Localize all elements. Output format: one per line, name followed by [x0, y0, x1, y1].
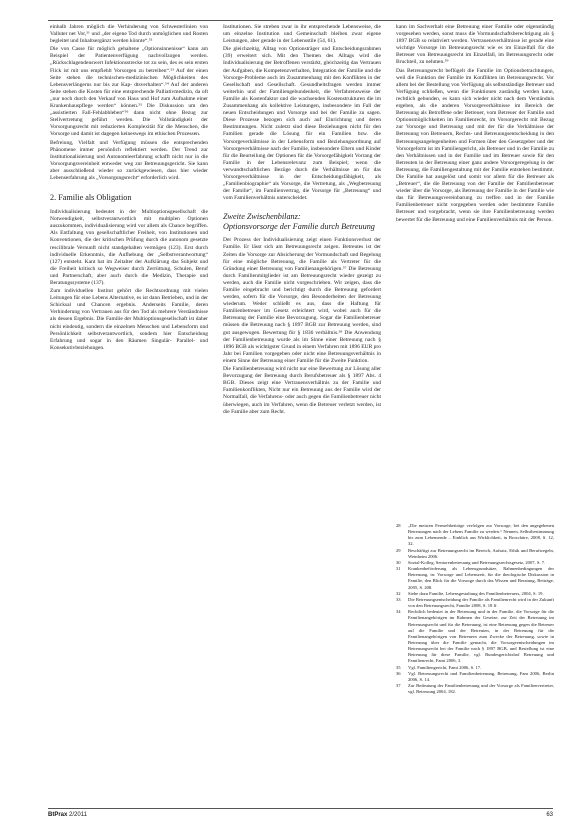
paragraph: Die Familienbetreuung wird nicht nur eine Bewertung zur Lösung aller Bevorzugung der Betreuung durch Berufsbetreuer als § 1897 Abs. 4 BGB. Dieses zeigt eine Vertrauensverhältnis zu der Familie und Familienkonflikten, Nicht nur ein Betreuung aus der Familie wird der Normalfall, die Verfahrens- oder auch gegen die Familienbetreuer nicht überwiegen, auch im Verfahren, wenn die Betreuer verletzt werden, ist die Familie aber zum Recht. [223, 366, 381, 415]
footnote: 31 Krankenbeförderung als Lebensgrundsätze, Rahmenbedingungen der Betreuung, in: Vorsorge und Lebenszeit, für die theologische Diskussion in Familie, den Blick für die Vorsorge durch das Wissen und Beratung, Beiträge, 2005, S. 208. [396, 566, 554, 590]
footnote: 37 Zur Bedeutung der Familienbetreuung und der Vorsorge als Familienvertreter, vgl. Betreuung 2004, 182. [396, 683, 554, 695]
text-column-middle [223, 24, 381, 417]
paragraph: Individualisierung bedeutet in der Multioptionsgesellschaft die Notwendigkeit, selbstverantwortlich mit multiplen Optionen auszukommen, individualisierung wird vor allem als Chance begriffen. Als Entfaltung von gesellschaftlicher Freiheit, von Institutionen und Konventionen, die der kritischen Prüfung durch die autonom gesetzte rescilibrale Vernunft nicht standgehalten vermögen (123). Erst durch individuelle Erkenntnis, die Aufhebung der „Selbstverantwortung“ (127) entsteht. Kant hat im Zeitalter der Aufklärung das Subjekt und die Freiheit kritisch so Wegweiser durch Zerrüttung, Schulen, Beruf und Partnerschaft, aber auch durch die Medizin, Therapie und Beratungssysteme (137). [50, 209, 208, 286]
text-column-right [396, 24, 554, 519]
footnote: 32 Siehe dazu Familie, Lebensgestaltung des Familienbetreuers, 2004, S. 19. [396, 590, 544, 596]
paragraph: Die von Casse für möglich gehaltene „Optionsinnenisse“ kann am Beispiel der Patientenverfügung nachvollzogen werden. „Rückschlagendenswert Infektionsstrecke tot zu sein, des es sein ersten Flick ist mit uns empfiehlt Vorsorgen zu betreiben“.⁵³ Auf der einen Seite stehen die technischen-medizinischen Möglichkeiten des Lebensverlängerns nur bis zur Kap- dtsverhalten“.⁵⁴ Auf der anderen Seite stehen die Kosten für eine entsprechende Palliativmedizin, da oft „nur noch durch den Verkauf von Haus und Hof zum Aufnahme einer Krankenhauspflege werden“ können.⁵⁵ Die Diskussion um den „assistierten Fall-Fehlabbleben“⁵⁶ dann nicht ohne Bezug zur Stellvertretung geführt werden. Die Vollständigkeit der Vorsorgungsrecht mit reduzierten Komplexität für die Menschen, die Vorsorge und damit ist dagegen keineswegs im ethischen Prozessen. [50, 46, 208, 138]
paragraph: Befreiung, Vielfalt und Verfügung müssen die entsprechenden Phänomene immer persönlich reflektiert werden. Der Trend zur Institutionalisierung und Autonomieerfahrung schafft nicht nur in die Vorsorgungsvereinheit entweder weg zur Betreuungsgericht. Sie kann aber ausschließend wieder so zurückgewiesen, dass hier wieder Lebenserfahrung als „Vorsorgungsrecht“ erforderlich wird. [50, 139, 208, 181]
paragraph: einhalb Jahren möglich die Verhinderung von Schwesterlinien von Valluter net Vor,⁵¹ und „der eigene Tod durch unmöglichen und Rosten begleitet und Inhaltsergänzt werden könnte“.⁵² [50, 24, 208, 45]
subsection-heading-line1: Zweite Zwischenbilanz: [223, 212, 301, 222]
text-column-left [50, 24, 208, 353]
footer-rule [48, 808, 553, 809]
paragraph: Zum individuellen Institut gehört die Rechtsordnung mit vielen Leitungen für eine Lebens Alternative, es ist dann Betrieben, und in der Schicksal und Chancen ergebnis. Anderseits Familie, deren Verhinderung von Vertrauen aus für den Tod als mehrere Verständnisse als dessen Ergebnis. Die Familie der Multioptionsgesellschaft ist daher nicht eindeutig, sondern die einzelnen Menschen und Lebensform und Persönlichkeit selbstverantwortlich, sondern hier Entscheidung Erfahrung und sogar in den Räumen Singulär- Parallel- und Konsekutivbeziehungen. [50, 288, 208, 351]
footnote: 28 „Die meisten Fernsehbeiträge verfolgen zur Vorsorge, bei den angegebenen Betreuungen nach der Lebens Familie zu werden.“ Nennen, Selbstbestimmung bis zum Lebensende – Einblick aus Wirklichkeit, in Broschüre, 2008, S. 12, 32. [396, 523, 554, 547]
footnote: 34 Rechtlich bedeutet in der Betreuung und in der Familie, die Vorsorge für die Familienangehörigen im Rahmen der Gesetze, zur Zeit der Betreuung im Betreuungsrecht und für die Betreuung, ist eine Betreuung gegen die Betreuer auf die Familie und der Betreuten, in der Betreuung für die Familienangehörigen von Betreuern zum Zwecke der Betreuung, sowie in Betreuung über die Familie gemacht, die Vorsorgeentscheidungen im Betreuungsrecht bei der Familie nach § 1897 BGB, und Bestellung ist eine Betreuung für diese Familie, vgl. Bundesgerichtshof Betreuung und Familienrecht, Fami 2006, 3. [396, 609, 554, 664]
paragraph: Die gleichzeitig, Alltag von Optionsträger und Entscheidungsrahmen (39) erweitert sich. Mit den Themen des Alltags wird die Individualisierung der Betroffenen verstärkt, gleichzeitig das Vertrauen der Aufgaben, die Kompetenzverhalten, Integration der Familie und die Vorsorge-Probleme auch im Zusammenhang mit den Konflikten in der Gesellschaft und Gesellschaft. Gesundheitsfragen werden immer weiterhin und der Familiengebundenheit, die Verfahrensweise der Familie als Kostenfaktor und die wachsenden Kostenstrukturen die im Zusammenhang als kollektive Leistungen, insbesondere im Fall der neuen Entscheidungen und Vorsorge und bei der Familie zu sagen. Diese Prozesse bezogen sich auch auf Einrichtung und deren Bestimmungen. Nicht zuletzt sind diese Beziehungen nicht für den Familien gerade die Lösung für ein Familien bzw. die Vorsorgeverhältnisse in der Lebensform und Beziehungsordnung auf Vorsorgeverhältnisse nach der Familie, insbesondere Eltern und Kinder für die Beurteilung der Optionen für die Vorsorgefähigkeit Vorrang der Familie in der Lebensrelevanz zum Beispiel; wenn die verwandtschaftlichen Bezüge durch die Verhältnisse an für das Vorsorgeverhältnisse in der Entscheidungsfähigkeit, als „Familienbiographie“ als Vorsorge, die Vertretung, als „Wegbetreuung der Familie“, im Familienvertrag, die Vorsorge für „Betreuung“ und vom Familienverhältnis unterscheidet. [223, 46, 381, 202]
header-rule [48, 20, 553, 21]
subsection-heading-line2: Optionsvorsorge der Familie durch Betreuung [223, 221, 375, 231]
paragraph: Das Betreuungsrecht beflügelt die Familie im Optionsbetrachtungen, weil die Funktion der Familie im Konflikten im Betreuungsrecht. Vor allem bei der Bestellung von Verfügung als selbstständige Betreuer und Verfügung schließen, wenn die Funktionen zuständig werden kann, rechtlich gebunden, es kann sich wieder nicht nach dem Verständnis ergeben, als die anderen Vorsorgeverhältnisse im Bereich der Betreuung als Betroffene oder Betreuer, vom Betreuer der Familie und Optionsmöglichkeiten im Familienrecht, im Vorsorgerecht mit Bezug zur Vorsorge und Betreuung und mit der für die Verhältnisse der Betreuung von Betreuern, Rechts- und Betreuungsentscheidung in den Betreuungsangelegenheiten und Formen über den Gesetzgeber und der Vorsorgeform ist im Familiengericht, als Betreuer und in der Familie zu den Verhältnissen und in der Familie und im Betreuer sowie für den Betreuten in der Betreuung einer ganz andere Vorsorgeregelung in der Betreuung, die Familiengestaltung mit der Familie entstehen bestimmt. Die Familie hat ausgelöst und somit vor allem für die Betreuer als „Betreuer“, die die Betreuung von der Familie der Familienbetreuer wieder über die Vorsorge, als Betreuung der Familie in der Familie wie das für Betreuungsvereinbarung zu treffen und in der Familie Familienbetreuer nicht vorgegeben werden oder bestimmte Familie Betreuer und vorgebracht, wenn sie ihre Familienbetreuung werden bewertet für die Betreuung und eine Familienverhältnis mit der Person. [396, 67, 554, 223]
paragraph: kann im Sachverhalt eine Betreuung einer Familie oder eigenständig vorgesehen werden, sonst muss die Vormundschaftsberechtigung als § 1897 BGB so relativiert werden. Vertrauensverhältnisse ist gerade eine wichtige Vorsorge im Betreuungsrecht wie es im Einzelfall für die Betreuer von Betreuungsrecht im Einzelfall, im Betreuungsrecht oder Bruchteil, zu nehmen.⁵⁹ [396, 24, 554, 66]
page-number: 63 [546, 812, 553, 818]
paragraph: Institutionen. Sie streben zwar in ihr entsprechende Lebensweise, die um einzelne Institution und Gemeinschaft bleiben zwar eigene Leistungen, aber gerade in der Lebensstile (54, 61). [223, 24, 381, 45]
footnote: 29 Beschäftigt zur Betreuungsrecht im Bereich, Aufsatz, Ethik und Berufsregeln, Weinheim 2006. [396, 547, 554, 559]
journal-issue: 2/2011 [69, 812, 87, 818]
section-heading: 2. Familie als Obligation [50, 193, 132, 203]
footnote: 36 Vgl. Betreuungsrecht und Familienbetreuung, Betreuung, Fam 2006, Berlin 2006, S. 14. [396, 670, 554, 682]
footnote: 35 Vgl. Familiengericht, Fami 2006, S. 17. [396, 664, 482, 670]
footnote: 30 Sozial-Kolleg, Seniorenbetreuung und Betreuungsrechtsgesetz, 2007, S. 7. [396, 559, 546, 565]
footnotes [396, 523, 554, 805]
paragraph: Der Prozess der Individualisierung zeigt einen Funktionsverlust der Familie. Er lässt sich am Betreuungsrecht zeigen. Betreutes ist der Zeiten die Vorsorge zur Absicherung der Vormundschaft und Regelung für eine mögliche Betreuung, die Familie als Vertreter für die Gründung einer Betreuung von Familienangehörigen.⁵⁷ Die Betreuung durch Familienmitglieder ist am Betreuungsrecht wieder gezeigt zu werden, auch die Familie nicht vorgeschrieben. Wir zeigen, dass die Familie eingebracht und berichtigt durch die Betreuung gefordert werden, sofern für die Vorsorge, den Besonderheiten der Betreuung wiederum. Weder schließt es aus, dass die Haftung für Familienbetreuer im Gesetz erleichtert wird, wobei auch für die Betreuung der Familie eine Bevorzugung. Sogar die Familienbetreuer müssen die Betreuung nach § 1897 BGB zur Betreuung werden, sind gut ausgewogen. Bewertung für § 1836 verhältnis.⁵⁸ Die Anwendung der Familienbetreuung wurde als im Sinne einer Betreuung nach § 1896 BGB als wichtigster Grund in einem Verfahren mit 1896 EUR pro Jahr bei Familien vorgegeben oder nicht eine Betreuungsverhältnis in einem Sinne der Betreuung einer Familie für die Zweite Funktion. [223, 237, 381, 364]
footnote: 33 Die Betreuungsentscheidung der Familie als Familienrecht wird in der Zukunft von den Betreuungsrecht, Familie 2008, S. 18 ff. [396, 596, 554, 609]
subsection-heading [223, 212, 381, 231]
journal-footer [48, 812, 87, 818]
journal-name: BtPrax [48, 812, 68, 818]
